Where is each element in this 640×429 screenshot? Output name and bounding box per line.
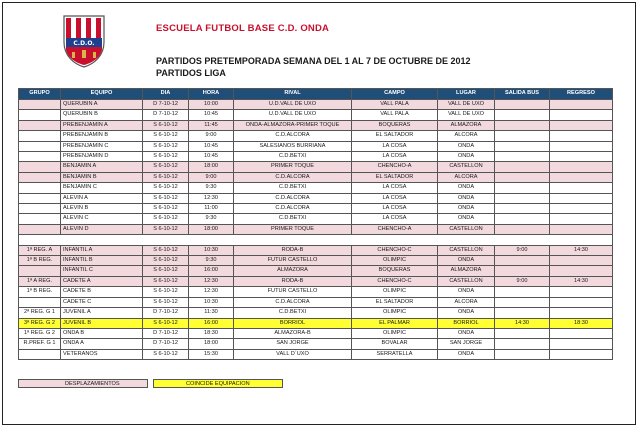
cell-rival: C.D.ALCORA xyxy=(234,204,352,214)
cell-campo: LA COSA xyxy=(352,214,438,224)
cell-campo: SERRATELLA xyxy=(352,349,438,359)
cell-equipo: BENJAMIN C xyxy=(61,183,143,193)
cell-dia: D 7-10-12 xyxy=(143,110,189,120)
cell-lugar: ONDA xyxy=(438,308,495,318)
cell-dia: D 7-10-12 xyxy=(143,328,189,338)
cell-rival: FUTUR CASTELLO xyxy=(234,287,352,297)
table-row xyxy=(19,297,613,307)
column-header-lugar: LUGAR xyxy=(438,89,495,100)
column-header-salida-bus: SALIDA BUS xyxy=(495,89,550,100)
cell-dia: S 6-10-12 xyxy=(143,152,189,162)
cell-hora: 12:30 xyxy=(189,276,234,286)
cell-equipo: JUVENIL B xyxy=(61,318,143,328)
cell-grupo: 1ª B REG. xyxy=(19,287,61,297)
cell-lugar: VALL DE UXO xyxy=(438,110,495,120)
cell-lugar: ALMAZORA xyxy=(438,266,495,276)
column-header-grupo: GRUPO xyxy=(19,89,61,100)
cell-dia: S 6-10-12 xyxy=(143,297,189,307)
cell-regreso: 14:30 xyxy=(550,245,613,255)
cell-regreso xyxy=(550,193,613,203)
cell-grupo xyxy=(19,183,61,193)
column-header-campo: CAMPO xyxy=(352,89,438,100)
cell-campo: BOVALAR xyxy=(352,339,438,349)
cell-campo: LA COSA xyxy=(352,204,438,214)
table-row xyxy=(19,328,613,338)
cell-rival: C.D.ALCORA xyxy=(234,172,352,182)
cell-equipo: CADETE B xyxy=(61,287,143,297)
cell-salida-bus xyxy=(495,308,550,318)
cell-campo: VALL PALA xyxy=(352,100,438,110)
cell-regreso xyxy=(550,256,613,266)
cell-regreso xyxy=(550,308,613,318)
cell-hora: 10:45 xyxy=(189,141,234,151)
cell-rival: ALMAZORA-B xyxy=(234,328,352,338)
cell-grupo xyxy=(19,152,61,162)
cell-regreso xyxy=(550,162,613,172)
cell-campo: VALL PALA xyxy=(352,110,438,120)
table-row xyxy=(19,141,613,151)
cell-campo: LA COSA xyxy=(352,193,438,203)
legend-pink-label: DESPLAZAMIENTOS xyxy=(65,381,120,387)
cell-lugar: ONDA xyxy=(438,204,495,214)
cell-lugar: ALCORA xyxy=(438,297,495,307)
cell-lugar: ALCORA xyxy=(438,131,495,141)
cell-salida-bus xyxy=(495,120,550,130)
cell-rival: C.D.BETXI xyxy=(234,308,352,318)
cell-equipo: BENJAMIN B xyxy=(61,172,143,182)
cell-grupo: 1ª A REG. xyxy=(19,276,61,286)
cell-equipo: CADETE C xyxy=(61,297,143,307)
cell-grupo xyxy=(19,172,61,182)
cell-grupo xyxy=(19,120,61,130)
cell-salida-bus: 9:00 xyxy=(495,276,550,286)
cell-salida-bus xyxy=(495,110,550,120)
column-header-regreso: REGRESO xyxy=(550,89,613,100)
cell-lugar: CASTELLON xyxy=(438,162,495,172)
cell-lugar: CASTELLON xyxy=(438,245,495,255)
cell-grupo xyxy=(19,297,61,307)
cell-hora: 9:30 xyxy=(189,214,234,224)
cell-rival: SALESIANOS BURRIANA xyxy=(234,141,352,151)
cell-rival: U.D.VALL DE UXO xyxy=(234,100,352,110)
preseason-section xyxy=(19,100,613,235)
club-title: ESCUELA FUTBOL BASE C.D. ONDA xyxy=(156,23,330,34)
cell-campo: CHENCHO-A xyxy=(352,224,438,234)
table-row xyxy=(19,266,613,276)
cell-lugar: ONDA xyxy=(438,256,495,266)
cell-campo: CHENCHO-A xyxy=(352,162,438,172)
cell-lugar: ONDA xyxy=(438,287,495,297)
cell-grupo: 2ª REG. G 1 xyxy=(19,308,61,318)
cell-hora: 18:00 xyxy=(189,224,234,234)
cell-salida-bus xyxy=(495,162,550,172)
cell-regreso xyxy=(550,152,613,162)
table-row xyxy=(19,287,613,297)
cell-equipo: ALEVIN C xyxy=(61,214,143,224)
cell-regreso xyxy=(550,349,613,359)
crest-text: C.D.O. xyxy=(73,40,95,47)
cell-dia: S 6-10-12 xyxy=(143,120,189,130)
cell-dia: S 6-10-12 xyxy=(143,131,189,141)
section-gap xyxy=(19,235,613,245)
cell-rival: C.D.ALCORA xyxy=(234,193,352,203)
cell-hora: 16:00 xyxy=(189,266,234,276)
cell-salida-bus xyxy=(495,183,550,193)
cell-dia: S 6-10-12 xyxy=(143,204,189,214)
cell-rival: C.D.ALCORA xyxy=(234,131,352,141)
table-row xyxy=(19,162,613,172)
cell-hora: 9:00 xyxy=(189,172,234,182)
cell-dia: S 6-10-12 xyxy=(143,245,189,255)
cell-rival: FUTUR CASTELLO xyxy=(234,256,352,266)
cell-dia: S 6-10-12 xyxy=(143,162,189,172)
cell-equipo: ONDA A xyxy=(61,339,143,349)
table-row xyxy=(19,245,613,255)
cell-equipo: PREBENJAMIN A xyxy=(61,120,143,130)
column-header-equipo: EQUIPO xyxy=(61,89,143,100)
cell-grupo: 1ª B REG. xyxy=(19,256,61,266)
cell-salida-bus: 14:30 xyxy=(495,318,550,328)
cell-hora: 18:00 xyxy=(189,162,234,172)
cell-equipo: QUERUBIN B xyxy=(61,110,143,120)
cell-regreso: 14:30 xyxy=(550,276,613,286)
table-row xyxy=(19,214,613,224)
cell-rival: U.D.VALL DE UXO xyxy=(234,110,352,120)
cell-grupo xyxy=(19,266,61,276)
cell-regreso xyxy=(550,131,613,141)
cell-salida-bus xyxy=(495,266,550,276)
cell-hora: 12:30 xyxy=(189,193,234,203)
table-row xyxy=(19,204,613,214)
cell-grupo: R.PREF. G 1 xyxy=(19,339,61,349)
cell-dia: S 6-10-12 xyxy=(143,276,189,286)
cell-campo: EL SALTADOR xyxy=(352,172,438,182)
cell-equipo: ALEVIN A xyxy=(61,193,143,203)
table-row xyxy=(19,110,613,120)
cell-salida-bus xyxy=(495,339,550,349)
cell-campo: OLIMPIC xyxy=(352,287,438,297)
cell-salida-bus xyxy=(495,214,550,224)
cell-hora: 16:00 xyxy=(189,318,234,328)
cell-campo: EL PALMAR xyxy=(352,318,438,328)
cell-lugar: CASTELLON xyxy=(438,276,495,286)
cell-rival: C.D.BETXI xyxy=(234,183,352,193)
cell-campo: CHENCHO-C xyxy=(352,276,438,286)
cell-lugar: ONDA xyxy=(438,193,495,203)
cell-regreso xyxy=(550,287,613,297)
cell-hora: 11:00 xyxy=(189,204,234,214)
table-row xyxy=(19,224,613,234)
league-section xyxy=(19,245,613,359)
cell-hora: 18:00 xyxy=(189,339,234,349)
cell-equipo: VETERANOS xyxy=(61,349,143,359)
cell-campo: OLIMPIC xyxy=(352,328,438,338)
cell-hora: 9:30 xyxy=(189,256,234,266)
table-row xyxy=(19,172,613,182)
cell-hora: 10:45 xyxy=(189,152,234,162)
cell-salida-bus xyxy=(495,204,550,214)
cell-dia: S 6-10-12 xyxy=(143,141,189,151)
cell-dia: S 6-10-12 xyxy=(143,256,189,266)
cell-rival: ALMAZORA xyxy=(234,266,352,276)
spacer-row xyxy=(19,235,613,245)
cell-rival: ONDA-ALMAZORA-PRIMER TOQUE xyxy=(234,120,352,130)
cell-dia: S 6-10-12 xyxy=(143,287,189,297)
cell-grupo xyxy=(19,224,61,234)
cell-hora: 10:30 xyxy=(189,245,234,255)
cell-regreso xyxy=(550,266,613,276)
cell-regreso xyxy=(550,183,613,193)
cell-dia: S 6-10-12 xyxy=(143,183,189,193)
cell-lugar: CASTELLON xyxy=(438,224,495,234)
schedule-heading: PARTIDOS PRETEMPORADA SEMANA DEL 1 AL 7 DE OCTUBRE DE 2012 xyxy=(156,56,471,66)
cell-grupo xyxy=(19,349,61,359)
cell-hora: 12:30 xyxy=(189,287,234,297)
cell-salida-bus xyxy=(495,224,550,234)
cell-dia: S 6-10-12 xyxy=(143,172,189,182)
cell-dia: D 7-10-12 xyxy=(143,308,189,318)
cell-lugar: ALMAZORA xyxy=(438,120,495,130)
cell-campo: BOQUERAS xyxy=(352,266,438,276)
cell-dia: S 6-10-12 xyxy=(143,266,189,276)
cell-equipo: CADETE A xyxy=(61,276,143,286)
legend-yellow-swatch xyxy=(153,379,283,388)
cell-equipo: ONDA B xyxy=(61,328,143,338)
cell-grupo xyxy=(19,204,61,214)
cell-equipo: PREBENJAMIN C xyxy=(61,141,143,151)
cell-equipo: ALEVIN D xyxy=(61,224,143,234)
table-row xyxy=(19,152,613,162)
table-row xyxy=(19,276,613,286)
column-header-dia: DIA xyxy=(143,89,189,100)
cell-dia: S 6-10-12 xyxy=(143,349,189,359)
cell-rival: VALL D´UXO xyxy=(234,349,352,359)
cell-grupo xyxy=(19,162,61,172)
cell-hora: 18:30 xyxy=(189,328,234,338)
column-header-rival: RIVAL xyxy=(234,89,352,100)
table-row xyxy=(19,256,613,266)
cell-grupo: 3ª REG. G 2 xyxy=(19,318,61,328)
cell-salida-bus xyxy=(495,328,550,338)
table-row xyxy=(19,183,613,193)
cell-salida-bus xyxy=(495,152,550,162)
cell-salida-bus xyxy=(495,256,550,266)
cell-grupo xyxy=(19,141,61,151)
table-row xyxy=(19,339,613,349)
cell-salida-bus xyxy=(495,172,550,182)
cell-campo: BOQUERAS xyxy=(352,120,438,130)
cell-lugar: ONDA xyxy=(438,214,495,224)
club-crest-icon xyxy=(60,12,108,68)
match-schedule-table xyxy=(18,88,613,360)
cell-equipo: JUVENIL A xyxy=(61,308,143,318)
cell-salida-bus xyxy=(495,131,550,141)
cell-regreso xyxy=(550,120,613,130)
cell-rival: C.D.BETXI xyxy=(234,214,352,224)
cell-dia: D 7-10-12 xyxy=(143,339,189,349)
cell-grupo xyxy=(19,193,61,203)
cell-salida-bus xyxy=(495,100,550,110)
cell-equipo: INFANTIL C xyxy=(61,266,143,276)
table-row xyxy=(19,100,613,110)
cell-regreso xyxy=(550,172,613,182)
cell-salida-bus xyxy=(495,297,550,307)
cell-rival: PRIMER TOQUE xyxy=(234,224,352,234)
cell-equipo: INFANTIL A xyxy=(61,245,143,255)
cell-salida-bus: 9:00 xyxy=(495,245,550,255)
cell-dia: S 6-10-12 xyxy=(143,193,189,203)
table-row xyxy=(19,131,613,141)
cell-rival: SAN JORGE xyxy=(234,339,352,349)
cell-lugar: ONDA xyxy=(438,141,495,151)
cell-salida-bus xyxy=(495,287,550,297)
cell-lugar: SAN JORGE xyxy=(438,339,495,349)
table-row xyxy=(19,318,613,328)
cell-campo: LA COSA xyxy=(352,141,438,151)
cell-campo: OLIMPIC xyxy=(352,256,438,266)
cell-lugar: VALL DE UXO xyxy=(438,100,495,110)
cell-regreso xyxy=(550,204,613,214)
league-heading: PARTIDOS LIGA xyxy=(156,68,226,78)
cell-regreso: 18:30 xyxy=(550,318,613,328)
cell-rival: C.D.ALCORA xyxy=(234,297,352,307)
cell-regreso xyxy=(550,297,613,307)
cell-lugar: BORRIOL xyxy=(438,318,495,328)
cell-salida-bus xyxy=(495,193,550,203)
cell-campo: EL SALTADOR xyxy=(352,297,438,307)
cell-hora: 11:30 xyxy=(189,308,234,318)
cell-campo: LA COSA xyxy=(352,152,438,162)
cell-salida-bus xyxy=(495,141,550,151)
cell-regreso xyxy=(550,224,613,234)
cell-hora: 10:45 xyxy=(189,110,234,120)
cell-regreso xyxy=(550,100,613,110)
cell-dia: S 6-10-12 xyxy=(143,224,189,234)
cell-rival: BORRIOL xyxy=(234,318,352,328)
cell-grupo: 1ª REG. A xyxy=(19,245,61,255)
cell-equipo: BENJAMIN A xyxy=(61,162,143,172)
cell-equipo: ALEVIN B xyxy=(61,204,143,214)
cell-salida-bus xyxy=(495,349,550,359)
cell-lugar: ALCORA xyxy=(438,172,495,182)
legend-pink-swatch xyxy=(18,379,148,388)
cell-hora: 10:30 xyxy=(189,297,234,307)
cell-grupo: 1ª REG. G 2 xyxy=(19,328,61,338)
cell-lugar: ONDA xyxy=(438,349,495,359)
cell-hora: 9:30 xyxy=(189,183,234,193)
cell-hora: 15:30 xyxy=(189,349,234,359)
cell-regreso xyxy=(550,328,613,338)
cell-grupo xyxy=(19,131,61,141)
cell-regreso xyxy=(550,110,613,120)
table-header-row xyxy=(19,89,613,100)
cell-campo: OLIMPIC xyxy=(352,308,438,318)
cell-regreso xyxy=(550,214,613,224)
cell-lugar: ONDA xyxy=(438,152,495,162)
table-row xyxy=(19,349,613,359)
cell-grupo xyxy=(19,214,61,224)
table-row xyxy=(19,308,613,318)
table-row xyxy=(19,193,613,203)
cell-equipo: PREBENJAMIN B xyxy=(61,131,143,141)
cell-dia: S 6-10-12 xyxy=(143,318,189,328)
cell-campo: EL SALTADOR xyxy=(352,131,438,141)
cell-lugar: ONDA xyxy=(438,183,495,193)
cell-lugar: ONDA xyxy=(438,328,495,338)
cell-equipo: QUERUBIN A xyxy=(61,100,143,110)
cell-equipo: PREBENJAMIN D xyxy=(61,152,143,162)
cell-rival: RODA-B xyxy=(234,245,352,255)
cell-hora: 9:00 xyxy=(189,131,234,141)
cell-grupo xyxy=(19,100,61,110)
cell-campo: LA COSA xyxy=(352,183,438,193)
cell-campo: CHENCHO-C xyxy=(352,245,438,255)
legend-yellow-label: COINCIDE EQUIPACION xyxy=(186,381,250,387)
cell-grupo xyxy=(19,110,61,120)
cell-rival: RODA-B xyxy=(234,276,352,286)
column-header-hora: HORA xyxy=(189,89,234,100)
cell-regreso xyxy=(550,141,613,151)
cell-regreso xyxy=(550,339,613,349)
cell-dia: S 6-10-12 xyxy=(143,214,189,224)
cell-dia: D 7-10-12 xyxy=(143,100,189,110)
cell-rival: PRIMER TOQUE xyxy=(234,162,352,172)
cell-hora: 10:00 xyxy=(189,100,234,110)
cell-rival: C.D.BETXI xyxy=(234,152,352,162)
cell-equipo: INFANTIL B xyxy=(61,256,143,266)
table-row xyxy=(19,120,613,130)
cell-hora: 11:45 xyxy=(189,120,234,130)
